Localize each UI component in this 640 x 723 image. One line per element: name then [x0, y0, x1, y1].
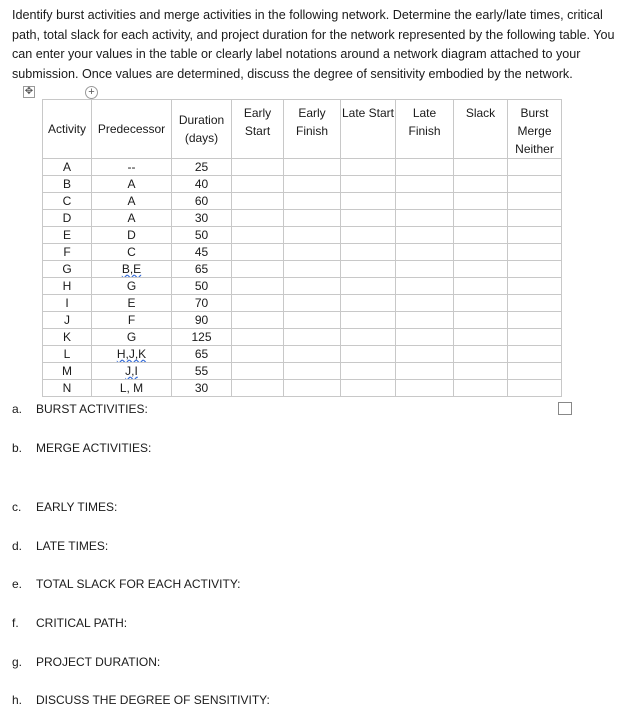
- add-row-icon[interactable]: +: [85, 86, 98, 99]
- activity-cell: J: [43, 312, 92, 329]
- table-row: [43, 244, 562, 261]
- activity-cell: E: [43, 227, 92, 244]
- move-handle-icon[interactable]: ✥: [24, 86, 34, 97]
- table-row: [43, 227, 562, 244]
- activity-cell: A: [43, 159, 92, 176]
- late-start-cell[interactable]: [341, 244, 396, 261]
- activity-cell: F: [43, 244, 92, 261]
- duration-cell: 30: [172, 210, 232, 227]
- late-start-cell[interactable]: [341, 363, 396, 380]
- late-finish-cell[interactable]: [396, 227, 454, 244]
- late-start-cell[interactable]: [341, 227, 396, 244]
- table-row: [43, 363, 562, 380]
- late-start-cell[interactable]: [341, 278, 396, 295]
- question-item: [12, 616, 127, 630]
- early-finish-cell[interactable]: [284, 295, 341, 312]
- late-finish-cell[interactable]: [396, 176, 454, 193]
- slack-cell[interactable]: [454, 261, 508, 278]
- early-finish-cell[interactable]: [284, 193, 341, 210]
- burst-merge-cell[interactable]: [508, 261, 562, 278]
- activity-cell: I: [43, 295, 92, 312]
- slack-cell[interactable]: [454, 295, 508, 312]
- burst-merge-cell[interactable]: [508, 346, 562, 363]
- late-start-cell[interactable]: [341, 193, 396, 210]
- late-finish-cell[interactable]: [396, 363, 454, 380]
- duration-cell: 50: [172, 278, 232, 295]
- question-text: PROJECT DURATION:: [36, 655, 161, 669]
- table-header-row: [43, 100, 562, 159]
- early-start-cell[interactable]: [232, 363, 284, 380]
- burst-merge-cell[interactable]: [508, 244, 562, 261]
- predecessor-cell: G: [92, 278, 172, 295]
- predecessor-text: B,E: [121, 262, 142, 276]
- question-item: [12, 539, 108, 553]
- header-burst-merge-neither: Burst Merge Neither: [508, 100, 562, 159]
- question-text: DISCUSS THE DEGREE OF SENSITIVITY:: [36, 693, 270, 707]
- table-row: [43, 346, 562, 363]
- duration-cell: 70: [172, 295, 232, 312]
- early-start-cell[interactable]: [232, 312, 284, 329]
- late-start-cell[interactable]: [341, 210, 396, 227]
- duration-cell: 90: [172, 312, 232, 329]
- slack-cell[interactable]: [454, 193, 508, 210]
- burst-merge-cell[interactable]: [508, 329, 562, 346]
- activity-cell: N: [43, 380, 92, 397]
- slack-cell[interactable]: [454, 210, 508, 227]
- question-item: [12, 500, 117, 514]
- late-start-cell[interactable]: [341, 159, 396, 176]
- question-text: EARLY TIMES:: [36, 500, 118, 514]
- activity-cell: G: [43, 261, 92, 278]
- slack-cell[interactable]: [454, 227, 508, 244]
- predecessor-cell: G: [92, 329, 172, 346]
- question-text: CRITICAL PATH:: [36, 616, 128, 630]
- activity-cell: D: [43, 210, 92, 227]
- table-row: [43, 159, 562, 176]
- question-item: [12, 577, 241, 591]
- table-row: [43, 193, 562, 210]
- early-finish-cell[interactable]: [284, 159, 341, 176]
- early-start-cell[interactable]: [232, 210, 284, 227]
- predecessor-cell: --: [92, 159, 172, 176]
- header-late-start: Late Start: [341, 100, 396, 159]
- late-start-cell[interactable]: [341, 329, 396, 346]
- burst-merge-cell[interactable]: [508, 295, 562, 312]
- predecessor-cell: [92, 261, 172, 278]
- late-finish-cell[interactable]: [396, 159, 454, 176]
- early-finish-cell[interactable]: [284, 227, 341, 244]
- answer-checkbox[interactable]: [558, 402, 572, 415]
- late-finish-cell[interactable]: [396, 312, 454, 329]
- late-start-cell[interactable]: [341, 312, 396, 329]
- header-late-finish: Late Finish: [396, 100, 454, 159]
- early-finish-cell[interactable]: [284, 261, 341, 278]
- early-start-cell[interactable]: [232, 329, 284, 346]
- slack-cell[interactable]: [454, 278, 508, 295]
- early-start-cell[interactable]: [232, 227, 284, 244]
- early-start-cell[interactable]: [232, 278, 284, 295]
- header-duration: Duration (days): [172, 100, 232, 159]
- header-slack: Slack: [454, 100, 508, 159]
- predecessor-cell: A: [92, 193, 172, 210]
- early-start-cell[interactable]: [232, 159, 284, 176]
- duration-cell: 125: [172, 329, 232, 346]
- question-item: [12, 655, 160, 669]
- burst-merge-cell[interactable]: [508, 159, 562, 176]
- predecessor-cell: F: [92, 312, 172, 329]
- table-row: [43, 176, 562, 193]
- slack-cell[interactable]: [454, 176, 508, 193]
- late-start-cell[interactable]: [341, 295, 396, 312]
- activity-cell: C: [43, 193, 92, 210]
- table-row: [43, 329, 562, 346]
- duration-cell: 40: [172, 176, 232, 193]
- duration-cell: 60: [172, 193, 232, 210]
- early-start-cell[interactable]: [232, 380, 284, 397]
- table-row: [43, 278, 562, 295]
- activity-cell: B: [43, 176, 92, 193]
- late-finish-cell[interactable]: [396, 244, 454, 261]
- early-finish-cell[interactable]: [284, 380, 341, 397]
- early-finish-cell[interactable]: [284, 278, 341, 295]
- burst-merge-cell[interactable]: [508, 176, 562, 193]
- early-start-cell[interactable]: [232, 346, 284, 363]
- duration-cell: 65: [172, 346, 232, 363]
- early-finish-cell[interactable]: [284, 210, 341, 227]
- early-finish-cell[interactable]: [284, 363, 341, 380]
- burst-merge-cell[interactable]: [508, 312, 562, 329]
- burst-merge-cell[interactable]: [508, 210, 562, 227]
- network-table: [42, 99, 562, 397]
- late-start-cell[interactable]: [341, 380, 396, 397]
- question-text: LATE TIMES:: [36, 539, 109, 553]
- header-early-start: Early Start: [232, 100, 284, 159]
- early-finish-cell[interactable]: [284, 346, 341, 363]
- burst-merge-cell[interactable]: [508, 193, 562, 210]
- early-start-cell[interactable]: [232, 261, 284, 278]
- early-start-cell[interactable]: [232, 193, 284, 210]
- duration-cell: 65: [172, 261, 232, 278]
- question-text: TOTAL SLACK FOR EACH ACTIVITY:: [36, 577, 241, 591]
- question-label: e.: [12, 577, 23, 591]
- duration-cell: 55: [172, 363, 232, 380]
- question-text: BURST ACTIVITIES:: [36, 402, 148, 416]
- question-item: [12, 441, 151, 455]
- predecessor-cell: A: [92, 210, 172, 227]
- duration-cell: 50: [172, 227, 232, 244]
- early-start-cell[interactable]: [232, 244, 284, 261]
- early-finish-cell[interactable]: [284, 244, 341, 261]
- question-label: f.: [12, 616, 19, 630]
- late-finish-cell[interactable]: [396, 346, 454, 363]
- slack-cell[interactable]: [454, 244, 508, 261]
- slack-cell[interactable]: [454, 159, 508, 176]
- late-start-cell[interactable]: [341, 176, 396, 193]
- predecessor-cell: E: [92, 295, 172, 312]
- early-start-cell[interactable]: [232, 176, 284, 193]
- question-label: d.: [12, 539, 23, 553]
- question-text: MERGE ACTIVITIES:: [36, 441, 152, 455]
- slack-cell[interactable]: [454, 380, 508, 397]
- duration-cell: 45: [172, 244, 232, 261]
- late-finish-cell[interactable]: [396, 329, 454, 346]
- table-row: [43, 380, 562, 397]
- instructions-paragraph: Identify burst activities and merge activities in the following network. Determine the early/late times, critical path, total slack for each activity, and project duration for the network represented by the following table. You can enter your values in the table or clearly label notations around a network diagram attached to your submission. Once values are determined, discuss the degree of sensitivity embodied by the network.: [12, 8, 615, 81]
- burst-merge-cell[interactable]: [508, 278, 562, 295]
- header-predecessor: Predecessor: [92, 100, 172, 159]
- slack-cell[interactable]: [454, 312, 508, 329]
- slack-cell[interactable]: [454, 329, 508, 346]
- early-finish-cell[interactable]: [284, 176, 341, 193]
- late-finish-cell[interactable]: [396, 278, 454, 295]
- table-row: [43, 295, 562, 312]
- question-label: g.: [12, 655, 23, 669]
- question-label: h.: [12, 693, 23, 707]
- predecessor-cell: [92, 363, 172, 380]
- question-label: c.: [12, 500, 22, 514]
- predecessor-cell: A: [92, 176, 172, 193]
- table-row: [43, 210, 562, 227]
- table-row: [43, 261, 562, 278]
- duration-cell: 25: [172, 159, 232, 176]
- early-finish-cell[interactable]: [284, 312, 341, 329]
- predecessor-cell: [92, 346, 172, 363]
- late-start-cell[interactable]: [341, 261, 396, 278]
- burst-merge-cell[interactable]: [508, 380, 562, 397]
- late-finish-cell[interactable]: [396, 193, 454, 210]
- burst-merge-cell[interactable]: [508, 363, 562, 380]
- header-activity: Activity: [43, 100, 92, 159]
- question-label: a.: [12, 402, 23, 416]
- late-start-cell[interactable]: [341, 346, 396, 363]
- late-finish-cell[interactable]: [396, 380, 454, 397]
- late-finish-cell[interactable]: [396, 295, 454, 312]
- slack-cell[interactable]: [454, 346, 508, 363]
- activity-cell: K: [43, 329, 92, 346]
- burst-merge-cell[interactable]: [508, 227, 562, 244]
- question-label: b.: [12, 441, 23, 455]
- predecessor-cell: D: [92, 227, 172, 244]
- slack-cell[interactable]: [454, 363, 508, 380]
- question-item: [12, 693, 270, 707]
- activity-cell: M: [43, 363, 92, 380]
- duration-cell: 30: [172, 380, 232, 397]
- activity-cell: H: [43, 278, 92, 295]
- header-early-finish: Early Finish: [284, 100, 341, 159]
- question-item: [12, 402, 148, 416]
- predecessor-text: J,I: [125, 364, 138, 378]
- predecessor-cell: L, M: [92, 380, 172, 397]
- table-row: [43, 312, 562, 329]
- activity-cell: L: [43, 346, 92, 363]
- early-finish-cell[interactable]: [284, 329, 341, 346]
- predecessor-cell: C: [92, 244, 172, 261]
- late-finish-cell[interactable]: [396, 210, 454, 227]
- late-finish-cell[interactable]: [396, 261, 454, 278]
- early-start-cell[interactable]: [232, 295, 284, 312]
- predecessor-text: H,J,K: [116, 347, 147, 361]
